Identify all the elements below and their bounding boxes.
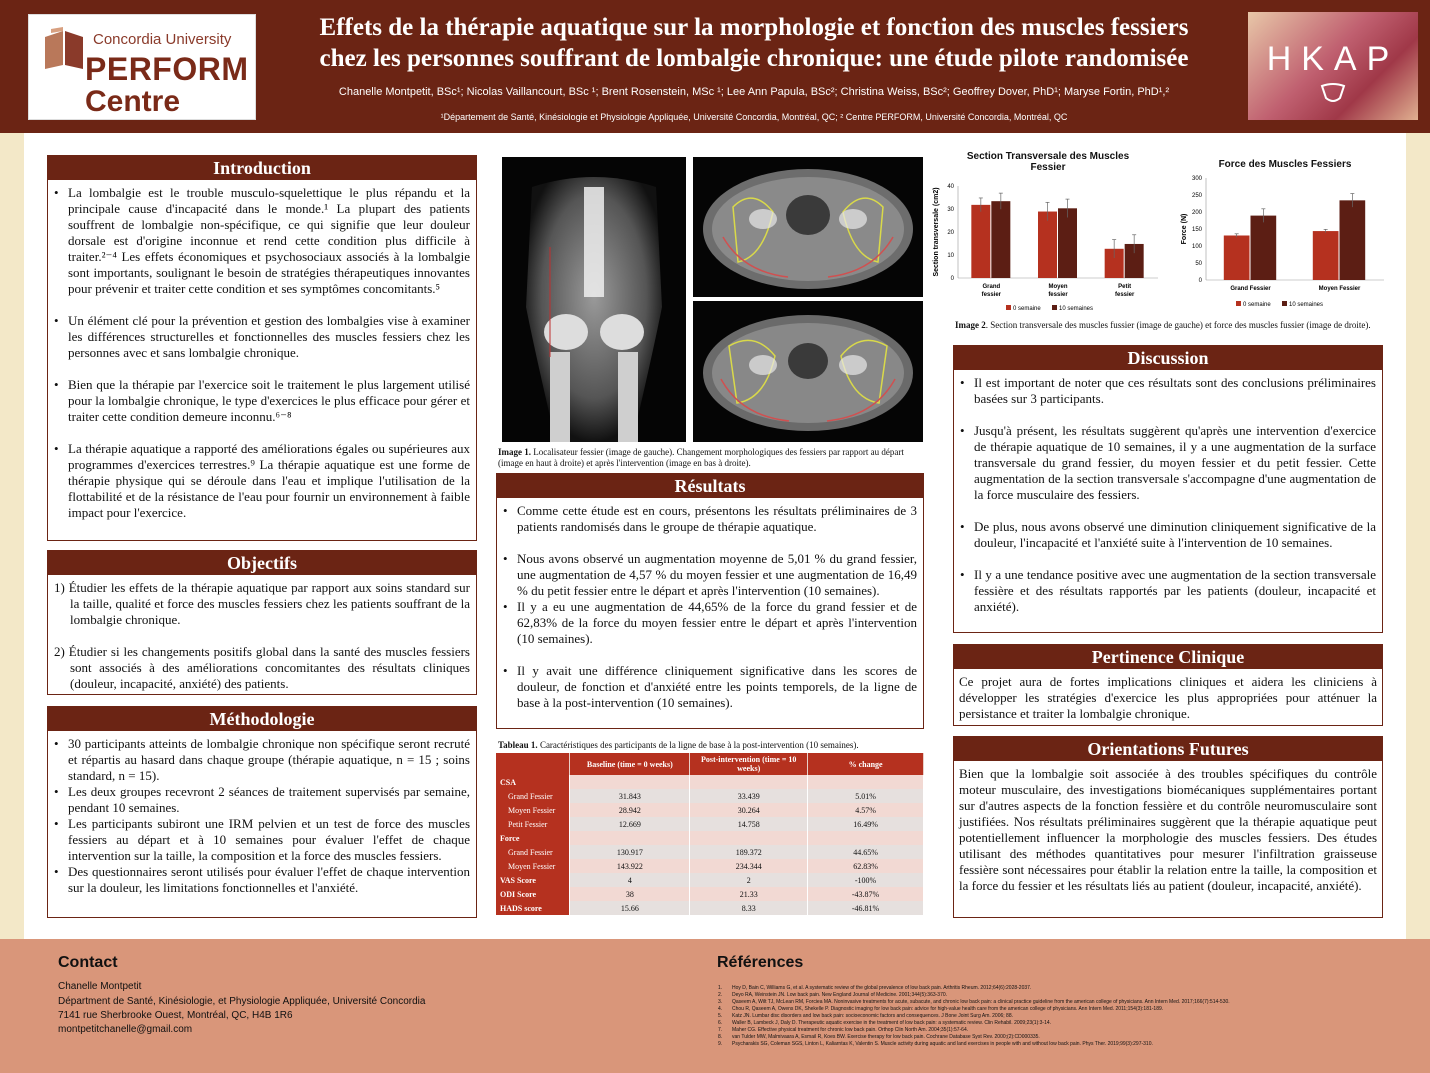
x-tick-label: Grand Fessier bbox=[1230, 286, 1271, 292]
discussion-item: • De plus, nous avons observé une diminution cliniquement significative de la douleur, l'incapacité et l'anxiété suite à l'intervention de 10 semaines. bbox=[960, 519, 1376, 551]
table-row bbox=[496, 803, 924, 817]
table-cell bbox=[690, 831, 808, 845]
y-tick-label: 100 bbox=[1191, 244, 1202, 250]
reference-item bbox=[718, 1034, 1398, 1041]
introduction-item: • Bien que la thérapie par l'exercice soit le traitement le plus largement utilisé pour la lombalgie chronique, le type d'exercices le plus efficace pour gérer et traiter cette condition demeure inconnu.⁶⁻⁸ bbox=[54, 377, 470, 425]
legend-label: 10 semaines bbox=[1289, 302, 1324, 308]
y-tick-label: 20 bbox=[947, 230, 954, 236]
y-tick-label: 300 bbox=[1191, 176, 1202, 182]
x-tick-label: Moyen Fessier bbox=[1318, 286, 1361, 292]
table-body bbox=[496, 775, 924, 915]
book-icon bbox=[41, 25, 87, 71]
orientations-text: Bien que la lombalgie soit associée à des troubles spécifiques du contrôle moteur musculaire, des investigations biomécaniques supplémentaires portant sur d'autres aspects de la fonction fessière et du contrôle neuromusculaire sont justifiées. Nos résultats préliminaires suggèrent que la thérapie aquatique peut potentiellement influencer la morphologie des muscles fessiers. Des études utilisant des méthodes quantitatives pour mesurer l'infiltration graisseuse fessière sont nécessaires pour établir la relation entre la taille, la composition et la force du fessier et les résultats liés au patient (douleur, incapacité, anxiété). bbox=[959, 766, 1377, 893]
legend-swatch bbox=[1052, 305, 1057, 310]
contact-department: Départment de Santé, Kinésiologie, et Physiologie Appliquée, Université Concordia bbox=[58, 996, 426, 1007]
table-row bbox=[496, 775, 924, 789]
reference-item bbox=[718, 1027, 1398, 1034]
bar bbox=[1340, 200, 1366, 280]
table-row bbox=[496, 817, 924, 831]
reference-number: 2. bbox=[718, 992, 723, 998]
legend-swatch bbox=[1236, 301, 1241, 306]
poster-title bbox=[256, 12, 1252, 74]
hkap-logo bbox=[1248, 12, 1418, 120]
table-caption bbox=[498, 740, 922, 751]
introduction-list bbox=[48, 180, 476, 521]
title-line-2: chez les personnes souffrant de lombalgie chronique: une étude pilote randomisée bbox=[319, 45, 1189, 72]
image1-caption-label: Image 1. bbox=[498, 447, 531, 457]
discussion-item: • Il y a une tendance positive avec une augmentation de la section transversale fessière et des résultats rapportés par les patients (douleur, incapacité et anxiété). bbox=[960, 567, 1376, 615]
image2-caption bbox=[955, 320, 1375, 331]
legend-label: 0 semaine bbox=[1013, 306, 1041, 312]
reference-item bbox=[718, 1006, 1398, 1013]
methodologie-title: Méthodologie bbox=[48, 707, 476, 731]
reference-item bbox=[718, 1013, 1398, 1020]
discussion-list bbox=[954, 370, 1382, 615]
affiliations: ¹Département de Santé, Kinésiologie et Physiologie Appliquée, Université Concordia, Montréal, QC; ² Centre PERFORM, Université Concordia, Montréal, QC bbox=[440, 112, 1068, 122]
chart2-title: Force des Muscles Fessiers bbox=[1218, 159, 1352, 170]
table-cell bbox=[570, 831, 690, 845]
bar bbox=[1038, 212, 1057, 278]
discussion-section bbox=[953, 345, 1383, 633]
table-row-label: Petit Fessier bbox=[496, 817, 570, 831]
table-cell: -43.87% bbox=[808, 887, 924, 901]
resultats-section bbox=[496, 473, 924, 729]
table-row bbox=[496, 845, 924, 859]
table-cell: 12.669 bbox=[570, 817, 690, 831]
participants-table bbox=[496, 753, 924, 915]
table-caption-text: Caractéristiques des participants de la ligne de base à la post-intervention (10 semaines). bbox=[537, 740, 859, 750]
table-cell: 14.758 bbox=[690, 817, 808, 831]
authors: Chanelle Montpetit, BSc¹; Nicolas Vaillancourt, BSc ¹; Brent Rosenstein, MSc ¹; Lee Ann Papula, BSc²; Christina Weiss, BSc²; Geoffrey Dover, PhD¹; Maryse Fortin, PhD¹,² bbox=[338, 86, 1170, 98]
table-header-cell: Baseline (time = 0 weeks) bbox=[570, 753, 690, 775]
reference-text: Waller B, Lambeck J, Daly D. Therapeutic aquatic exercise in the treatment of low back pain: a systematic review. Clin Rehabil. 2009;23(1):3-14. bbox=[732, 1020, 1052, 1026]
table-row-label: HADS score bbox=[496, 901, 570, 915]
table-cell: 5.01% bbox=[808, 789, 924, 803]
table-cell: 4.57% bbox=[808, 803, 924, 817]
objectifs-list bbox=[48, 575, 476, 692]
table-row-label: Grand Fessier bbox=[496, 789, 570, 803]
pertinence-section bbox=[953, 644, 1383, 726]
objectifs-item: 2) Étudier si les changements positifs global dans la santé des muscles fessiers sont associés à des améliorations concomitantes des résultats cliniques (douleur, incapacité, anxiété) des patients. bbox=[54, 644, 470, 691]
orientations-section bbox=[953, 736, 1383, 918]
legend-swatch bbox=[1282, 301, 1287, 306]
table-cell: 33.439 bbox=[690, 789, 808, 803]
y-tick-label: 200 bbox=[1191, 210, 1202, 216]
contact-email[interactable]: montpetitchanelle@gmail.com bbox=[58, 1024, 193, 1035]
resultats-item: • Comme cette étude est en cours, présentons les résultats préliminaires de 3 patients randomisés dans le groupe de thérapie aquatique. bbox=[503, 503, 917, 535]
reference-text: Maher CG. Effective physical treatment for chronic low back pain. Orthop Clin North Am. 2004;35(1):57-64. bbox=[732, 1027, 969, 1033]
resultats-list bbox=[497, 498, 923, 711]
introduction-item: • La thérapie aquatique a rapporté des améliorations égales ou supérieures aux programmes d'exercices terrestres.⁹ La thérapie aquatique est une forme de thérapie physique qui se déroule dans l'eau et implique l'utilisation de la flottabilité et de la résistance de l'eau pour fournir un environnement à faible impact pour l'exercice. bbox=[54, 441, 470, 521]
references-title: Références bbox=[717, 954, 804, 971]
y-tick-label: 40 bbox=[947, 184, 954, 190]
perform-centre-logo bbox=[28, 14, 256, 120]
contact-title: Contact bbox=[58, 954, 118, 971]
image2-caption-label: Image 2 bbox=[955, 320, 986, 330]
force-bar-chart bbox=[1176, 172, 1396, 318]
bar bbox=[991, 201, 1010, 278]
table-row-label: Moyen Fessier bbox=[496, 859, 570, 873]
reference-number: 8. bbox=[718, 1034, 723, 1040]
table-header-row bbox=[496, 753, 924, 775]
reference-text: Chou R, Qaseem A, Owens DK, Shekelle P. Diagnostic imaging for low back pain: advice for high-value health care from the american college of physicians. Ann Intern Med. 2011;154(3):181-189. bbox=[732, 1006, 1164, 1012]
reference-number: 9. bbox=[718, 1041, 723, 1047]
poster-footer bbox=[0, 939, 1430, 1073]
x-tick-label: Grand fessier bbox=[981, 284, 1002, 298]
reference-item bbox=[718, 1020, 1398, 1027]
y-axis-label: Section transversale (cm2) bbox=[933, 187, 940, 277]
objectifs-section bbox=[47, 550, 477, 695]
methodologie-item: • Les participants subiront une IRM pelvien et un test de force des muscles fessiers au départ et à 10 semaines pour évaluer l'effet de chaque intervention sur la taille, la composition et la force des muscles fessiers. bbox=[54, 816, 470, 864]
methodologie-section bbox=[47, 706, 477, 918]
resultats-item: • Il y a eu une augmentation de 44,65% de la force du grand fessier et de 62,83% de la force du moyen fessier entre le départ et après l'intervention (10 semaines). bbox=[503, 599, 917, 647]
image2-caption-text: . Section transversale des muscles fussier (image de gauche) et force des muscles fussier (image de droite). bbox=[985, 320, 1371, 330]
mri-axial-post-image bbox=[693, 301, 923, 442]
table-row bbox=[496, 901, 924, 915]
methodologie-item: • Les deux groupes recevront 2 séances de traitement supervisés par semaine, pendant 10 semaines. bbox=[54, 784, 470, 816]
table-row bbox=[496, 873, 924, 887]
y-tick-label: 50 bbox=[1195, 261, 1202, 267]
objectifs-title: Objectifs bbox=[48, 551, 476, 575]
reference-item bbox=[718, 1041, 1398, 1048]
table-cell: 2 bbox=[690, 873, 808, 887]
resultats-item: • Il y avait une différence cliniquement significative dans les scores de douleur, de fonction et d'anxiété entre les points temporels, de la ligne de base à la post-intervention (10 semaines). bbox=[503, 663, 917, 711]
legend-label: 10 semaines bbox=[1059, 306, 1094, 312]
y-axis-label: Force (N) bbox=[1181, 213, 1188, 245]
table-cell: 16.49% bbox=[808, 817, 924, 831]
legend-swatch bbox=[1006, 305, 1011, 310]
table-cell: 143.922 bbox=[570, 859, 690, 873]
table-row bbox=[496, 859, 924, 873]
shield-icon bbox=[1320, 82, 1346, 104]
table-row-label: Moyen Fessier bbox=[496, 803, 570, 817]
y-tick-label: 0 bbox=[1198, 278, 1202, 284]
introduction-item: • Un élément clé pour la prévention et gestion des lombalgies vise à examiner les différences structurelles et fonctionnelles des muscles fessiers chez les personnes avec et sans lombalgie chronique. bbox=[54, 313, 470, 361]
table-cell: 130.917 bbox=[570, 845, 690, 859]
reference-number: 4. bbox=[718, 1006, 723, 1012]
resultats-item: • Nous avons observé un augmentation moyenne de 5,01 % du grand fessier, une augmentation de 4,57 % du moyen fessier et une augmentation de 16,49 % du petit fessier entre le départ et après l'intervention (10 semaines). bbox=[503, 551, 917, 599]
introduction-title: Introduction bbox=[48, 156, 476, 180]
reference-number: 1. bbox=[718, 985, 723, 991]
reference-item bbox=[718, 985, 1398, 992]
table-cell bbox=[808, 775, 924, 789]
discussion-item: • Jusqu'à présent, les résultats suggèrent qu'après une intervention d'exercice de thérapie aquatique de 10 semaines, il y a une augmentation de la surface transversale du grand fessier, du moyen fessier et du petit fessier. Cette augmentation de la section transversale s'accompagne d'une augmentation de la force musculaire des fessiers. bbox=[960, 423, 1376, 503]
table-cell: 21.33 bbox=[690, 887, 808, 901]
table-cell: -46.81% bbox=[808, 901, 924, 915]
table-row-label: Force bbox=[496, 831, 570, 845]
table-cell: 38 bbox=[570, 887, 690, 901]
reference-text: Katz JN. Lumbar disc disorders and low back pain: socioeconomic factors and consequences. J Bone Joint Surg Am. 2006; 88. bbox=[732, 1013, 1013, 1019]
pertinence-title: Pertinence Clinique bbox=[954, 645, 1382, 669]
logo-centre-text: Centre bbox=[85, 85, 181, 118]
introduction-item: • La lombalgie est le trouble musculo-squelettique le plus répandu et la principale cause d'incapacité dans le monde.¹ La plupart des patients souffrent de lombalgie non-spécifique, ce qui signifie que leur douleur dorsale est d'origine inconnue et rend cette condition plus difficile à traiter.²⁻⁴ Les effets économiques et psychosociaux associés à la lombalgie sont importants, soulignant le besoin de stratégies thérapeutiques innovantes pour prévenir et traiter cette condition et ses symptômes concomitants.⁵ bbox=[54, 185, 470, 297]
table-cell: 62.83% bbox=[808, 859, 924, 873]
resultats-title: Résultats bbox=[497, 474, 923, 498]
reference-text: Hoy D, Bain C, Williams G, et al. A systematic review of the global prevalence of low back pain. Arthritis Rheum. 2012;64(6):2028-2037. bbox=[732, 985, 1032, 991]
contact-name: Chanelle Montpetit bbox=[58, 981, 142, 992]
x-tick-label: Petit fessier bbox=[1114, 284, 1135, 298]
y-tick-label: 10 bbox=[947, 253, 954, 259]
logo-perform-text: PERFORM bbox=[85, 51, 249, 87]
table-cell: -100% bbox=[808, 873, 924, 887]
introduction-section bbox=[47, 155, 477, 541]
table-cell: 15.66 bbox=[570, 901, 690, 915]
reference-item bbox=[718, 992, 1398, 999]
bar bbox=[1224, 235, 1250, 280]
table-cell bbox=[808, 831, 924, 845]
orientations-title: Orientations Futures bbox=[954, 737, 1382, 761]
bar bbox=[1058, 208, 1077, 278]
table-cell: 8.33 bbox=[690, 901, 808, 915]
mri-coronal-localizer-image bbox=[502, 157, 686, 442]
bar bbox=[1251, 216, 1277, 280]
csa-bar-chart bbox=[930, 178, 1170, 318]
table-cell bbox=[690, 775, 808, 789]
y-tick-label: 150 bbox=[1191, 227, 1202, 233]
logo-university-text: Concordia University bbox=[93, 31, 232, 48]
mri-axial-baseline-image bbox=[693, 157, 923, 297]
discussion-item: • Il est important de noter que ces résultats sont des conclusions préliminaires basées sur 3 participants. bbox=[960, 375, 1376, 407]
table-row-label: Grand Fessier bbox=[496, 845, 570, 859]
pertinence-text: Ce projet aura de fortes implications cliniques et aidera les cliniciens à développer les stratégies d'exercice les plus appropriées pour atténuer la persistance et traiter la lombalgie chronique. bbox=[959, 674, 1377, 721]
table-caption-label: Tableau 1. bbox=[498, 740, 538, 750]
bar bbox=[1313, 231, 1339, 280]
table-header-cell: % change bbox=[808, 753, 924, 775]
image1-caption bbox=[498, 447, 922, 469]
y-tick-label: 0 bbox=[950, 276, 954, 282]
table-row-label: CSA bbox=[496, 775, 570, 789]
table-row bbox=[496, 887, 924, 901]
y-tick-label: 250 bbox=[1191, 193, 1202, 199]
table-cell: 234.344 bbox=[690, 859, 808, 873]
hkap-logo-text: HKAP bbox=[1266, 40, 1400, 78]
objectifs-item: 1) Étudier les effets de la thérapie aquatique par rapport aux soins standard sur la taille, qualité et force des muscles fessiers chez les patients souffrant de la lombalgie chronique. bbox=[54, 580, 470, 627]
table-row-label: VAS Score bbox=[496, 873, 570, 887]
reference-text: van Tulder MW, Malmivaara A, Esmail R, Koes BW. Exercise therapy for low back pain. Cochrane Database Syst Rev. 2000;(2):CD000335. bbox=[732, 1034, 1040, 1040]
table-cell: 28.942 bbox=[570, 803, 690, 817]
table-cell: 189.372 bbox=[690, 845, 808, 859]
table-cell: 4 bbox=[570, 873, 690, 887]
methodologie-item: • 30 participants atteints de lombalgie chronique non spécifique seront recruté et répartis au hasard dans chaque groupe (thérapie aquatique, n = 15 ; soins standard, n = 15). bbox=[54, 736, 470, 784]
x-tick-label: Moyen fessier bbox=[1048, 284, 1068, 298]
reference-number: 7. bbox=[718, 1027, 723, 1033]
poster-header bbox=[0, 0, 1430, 133]
table-header-cell bbox=[496, 753, 570, 775]
reference-text: Deyo RA, Weinstein JN. Low back pain. New England Journal of Medicine. 2001;344(5):363-370. bbox=[732, 992, 948, 998]
table-cell: 44.65% bbox=[808, 845, 924, 859]
discussion-title: Discussion bbox=[954, 346, 1382, 370]
reference-text: Psycharakis SG, Coleman SGS, Linton L, Kaliarntas K, Valentin S. Muscle activity during aquatic and land exercises in people with and without low back pain. Phys Ther. 2019;99(3):297-310. bbox=[732, 1041, 1153, 1047]
reference-number: 6. bbox=[718, 1020, 723, 1026]
reference-text: Qaseem A, Wilt TJ, McLean RM, Forciea MA. Noninvasive treatments for acute, subacute, and chronic low back pain: a clinical practice guideline from the american college of physicians. Ann Intern Med. 2017;166(7):514-530. bbox=[732, 999, 1230, 1005]
contact-address: 7141 rue Sherbrooke Ouest, Montréal, QC, H4B 1R6 bbox=[58, 1010, 293, 1021]
table-row bbox=[496, 831, 924, 845]
table-row-label: ODI Score bbox=[496, 887, 570, 901]
y-tick-label: 30 bbox=[947, 207, 954, 213]
chart1-title: Section Transversale des Muscles Fessier bbox=[966, 151, 1130, 173]
legend-label: 0 semaine bbox=[1243, 302, 1271, 308]
table-row bbox=[496, 789, 924, 803]
reference-number: 3. bbox=[718, 999, 723, 1005]
title-line-1: Effets de la thérapie aquatique sur la morphologie et fonction des muscles fessiers bbox=[319, 14, 1189, 41]
bar bbox=[971, 205, 990, 278]
table-cell: 31.843 bbox=[570, 789, 690, 803]
image1-caption-text: Localisateur fessier (image de gauche). Changement morphologiques des fessiers par rapport au départ (image en haut à droite) et après l'intervention (image en bas à droite). bbox=[498, 447, 904, 468]
table-cell bbox=[570, 775, 690, 789]
table-header-cell: Post-intervention (time = 10 weeks) bbox=[690, 753, 808, 775]
reference-number: 5. bbox=[718, 1013, 723, 1019]
table-cell: 30.264 bbox=[690, 803, 808, 817]
methodologie-item: • Des questionnaires seront utilisés pour évaluer l'effet de chaque intervention sur la douleur, les limitations fonctionnelles et l'anxiété. bbox=[54, 864, 470, 896]
reference-item bbox=[718, 999, 1398, 1006]
methodologie-list bbox=[48, 731, 476, 896]
